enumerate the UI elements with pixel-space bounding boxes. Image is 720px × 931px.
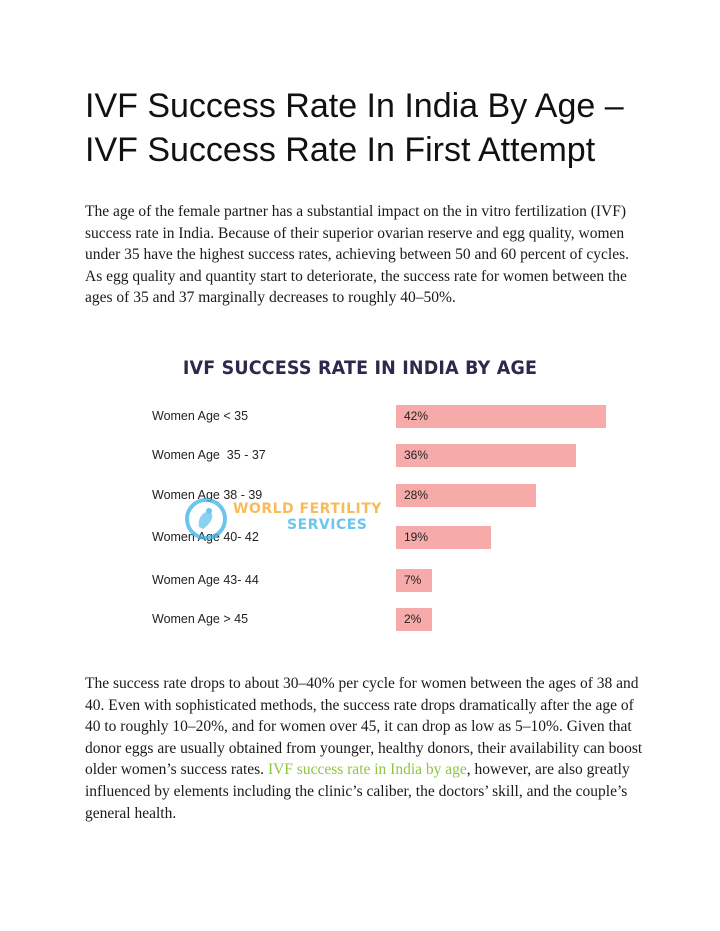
body-paragraph: [85, 673, 645, 824]
page-title: IVF Success Rate In India By Age – IVF Success Rate In First Attempt: [85, 87, 624, 169]
watermark-line1: WORLD FERTILITY: [233, 501, 382, 517]
bar-value-label: 36%: [404, 448, 429, 462]
intro-paragraph: The age of the female partner has a substantial impact on the in vitro fertilization (IVF) success rate in India. Because of their superior ovarian reserve and egg quality, women under 35 have the highest success rates, achieving between 50 and 60 percent of cycles. As egg quality and quantity start to deteriorate, the success rate for women between the ages of 35 and 37 marginally decreases to roughly 40–50%.: [85, 203, 630, 307]
bar-value-label: 28%: [404, 488, 429, 502]
category-label: Women Age 43- 44: [152, 573, 259, 587]
bar-value-label: 2%: [404, 612, 422, 626]
paragraph2-text-after: , however, are also greatly influenced by elements including the clinic’s caliber, the doctors’ skill, and the couple’s general health.: [85, 761, 630, 822]
category-label: Women Age 35 - 37: [152, 448, 266, 462]
ivf-success-rate-link[interactable]: IVF success rate in India by age: [267, 761, 467, 779]
bar-value-label: 42%: [404, 409, 429, 423]
watermark-line2: SERVICES: [287, 517, 368, 533]
bar: [396, 444, 576, 467]
paragraph2-text-before: The success rate drops to about 30–40% per cycle for women between the ages of 38 and 40. Even with sophisticated methods, the success rate drops dramatically after the age of 40 to roughly 10–20%, and for women over 45, it can drop as low as 5–10%. Given that donor eggs are usually obtained from younger, healthy donors, their availability can boost older women’s success rates.: [85, 675, 643, 779]
category-label: Women Age > 45: [152, 612, 249, 626]
bar: [396, 526, 491, 549]
bar: [396, 569, 432, 592]
category-label: Women Age < 35: [152, 409, 249, 423]
bar-value-label: 19%: [404, 530, 429, 544]
watermark-logo: [183, 497, 403, 541]
category-label: Women Age 38 - 39: [152, 488, 263, 502]
fertility-logo-icon: [183, 497, 229, 541]
bar: [396, 405, 606, 428]
chart-title: IVF SUCCESS RATE IN INDIA BY AGE: [182, 357, 538, 379]
bar: [396, 484, 536, 507]
bar-value-label: 7%: [404, 573, 422, 587]
bar: [396, 608, 432, 631]
category-label: Women Age 40- 42: [152, 530, 259, 544]
